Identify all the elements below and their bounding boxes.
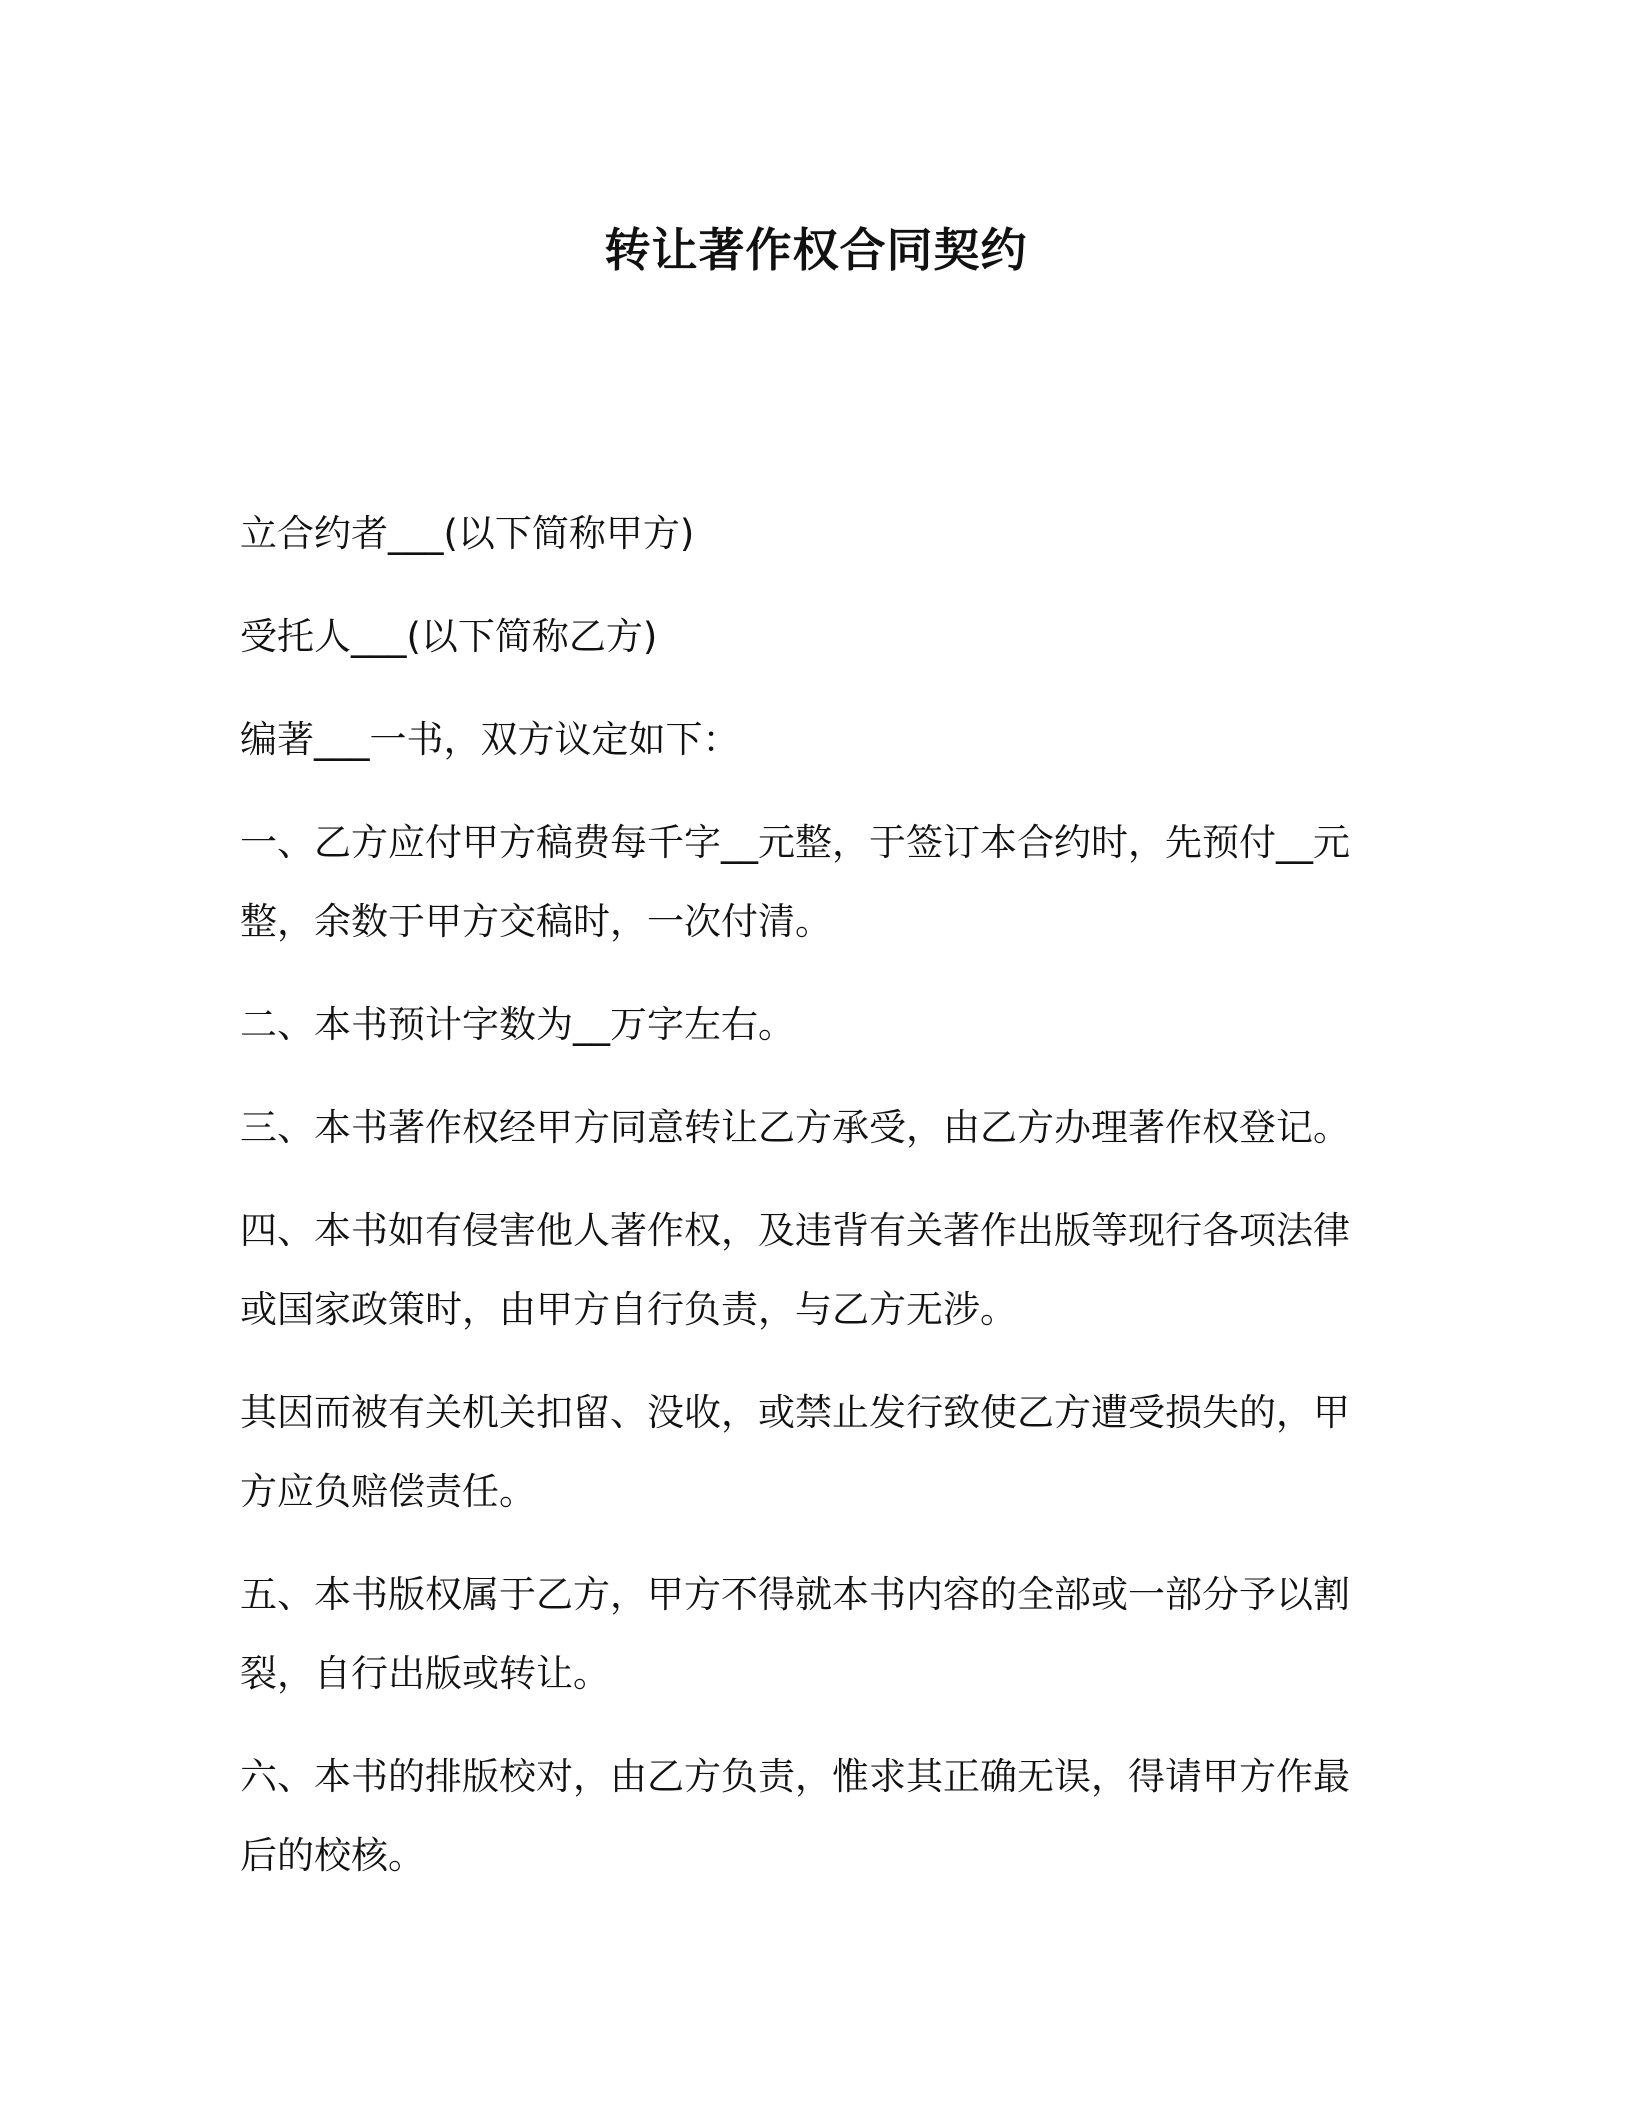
party-b-line: 受托人___(以下简称乙方): [240, 615, 658, 658]
clause-4: 四、本书如有侵害他人著作权，及违背有关著作出版等现行各项法律或国家政策时，由甲方自行负责，与乙方无涉。: [240, 1209, 1350, 1331]
clause-2: 二、本书预计字数为__万字左右。: [240, 1003, 795, 1046]
document-title: 转让著作权合同契约: [604, 223, 1028, 277]
document-body: [240, 494, 1380, 1919]
clause-1: 一、乙方应付甲方稿费每千字__元整，于签订本合约时，先预付__元整，余数于甲方交稿时，一次付清。: [240, 821, 1350, 943]
clause-3: 三、本书著作权经甲方同意转让乙方承受，由乙方办理著作权登记。: [240, 1106, 1350, 1149]
book-line: 编著___一书，双方议定如下：: [240, 718, 740, 761]
clause-5: 五、本书版权属于乙方，甲方不得就本书内容的全部或一部分予以割裂，自行出版或转让。: [240, 1573, 1350, 1695]
clause-6: 六、本书的排版校对，由乙方负责，惟求其正确无误，得请甲方作最后的校核。: [240, 1755, 1350, 1877]
party-a-line: 立合约者___(以下简称甲方): [240, 512, 695, 555]
clause-4-continued: 其因而被有关机关扣留、没收，或禁止发行致使乙方遭受损失的，甲方应负赔偿责任。: [240, 1391, 1350, 1513]
